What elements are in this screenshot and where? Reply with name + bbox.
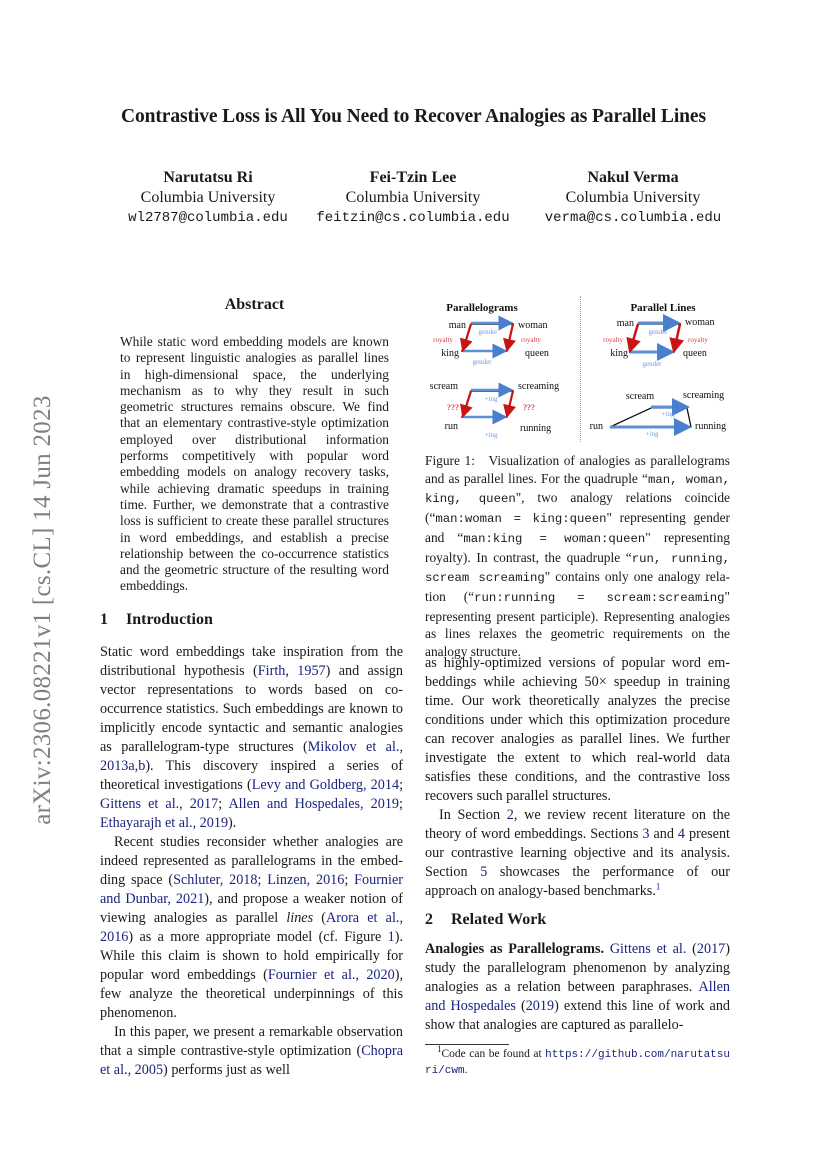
svg-text:scream: scream bbox=[625, 391, 655, 402]
citation-link[interactable]: Allen and Hospedales, 2019 bbox=[228, 796, 400, 812]
svg-text:run: run bbox=[589, 421, 603, 432]
svg-text:gender: gender bbox=[478, 328, 498, 336]
section-ref-link[interactable]: 4 bbox=[677, 826, 686, 842]
intro-paragraph-3-continued: as highly-optimized versions of popular word embeddings while achieving 50× speedup in training time. Our work theoretically analyzes the precise conditions under which this optimization procedure can recover analogies as parallel lines. We further investigate the extent to which real-world data satisfies these conditions, and the contrastive loss recovers such parallel structures. bbox=[425, 655, 730, 804]
arxiv-stamp bbox=[18, 365, 68, 855]
svg-text:+ing: +ing bbox=[661, 410, 675, 418]
author-block-3 bbox=[513, 168, 753, 228]
code-url-link[interactable]: https://github.com/narutatsuri/cwm bbox=[425, 1049, 730, 1077]
figure-1-diagram bbox=[425, 296, 735, 446]
related-work-paragraph-1: Analogies as Parallelograms. Gittens et al. (2017) study the parallelogram phenomenon by analyzing analogies as a relation between paraphrases. Allen and Hospedales (2019) extend this line of work and show that analogies are captured as parallelo- bbox=[425, 941, 731, 1033]
citation-link[interactable]: Ethayarajh et al., 2019 bbox=[100, 815, 229, 831]
svg-text:???: ??? bbox=[523, 403, 535, 412]
intro-paragraph-4: In Section 2, we review recent literature on the theory of word embeddings. Sections 3 and 4 present our contrastive learning objective and its analysis. Section 5 showcases the performance of our approach on analogy-based benchmarks.$^1$ bbox=[425, 807, 731, 899]
author-email[interactable]: wl2787@columbia.edu bbox=[128, 210, 288, 226]
svg-text:queen: queen bbox=[683, 348, 707, 359]
svg-text:???: ??? bbox=[447, 403, 459, 412]
svg-text:queen: queen bbox=[525, 348, 549, 359]
svg-text:running: running bbox=[695, 421, 727, 432]
author-affiliation: Columbia University bbox=[140, 189, 276, 206]
svg-text:+ing: +ing bbox=[484, 395, 498, 403]
svg-text:royalty: royalty bbox=[433, 336, 453, 344]
citation-link[interactable]: Mikolov et al., 2013a,b bbox=[100, 739, 403, 774]
author-affiliation: Columbia University bbox=[565, 189, 701, 206]
run-in-heading: Analogies as Parallelograms. bbox=[425, 941, 605, 957]
svg-text:+ing: +ing bbox=[484, 431, 498, 439]
section-title: Introduction bbox=[126, 611, 213, 628]
abstract-heading: Abstract bbox=[224, 296, 285, 313]
citation-link[interactable]: Arora et al., 2016 bbox=[100, 910, 403, 945]
author-email[interactable]: feitzin@cs.columbia.edu bbox=[316, 210, 510, 226]
citation-link[interactable]: Chopra et al., 2005 bbox=[100, 1043, 403, 1078]
figure-ref-link[interactable]: 1 bbox=[387, 929, 395, 945]
section-ref-link[interactable]: 5 bbox=[480, 864, 488, 880]
section-number: 2 bbox=[425, 911, 433, 928]
svg-text:scream: scream bbox=[429, 381, 458, 392]
left-column-body bbox=[100, 643, 403, 1080]
svg-text:royalty: royalty bbox=[688, 336, 708, 344]
footnote-1: $^1$Code can be found at https://github.com/narutatsuri/cwm. bbox=[425, 1044, 730, 1077]
svg-text:king: king bbox=[441, 348, 459, 359]
svg-text:royalty: royalty bbox=[521, 336, 541, 344]
right-column-body bbox=[425, 654, 730, 901]
svg-text:gender: gender bbox=[648, 328, 668, 336]
author-affiliation: Columbia University bbox=[345, 189, 481, 206]
svg-text:+ing: +ing bbox=[645, 430, 659, 438]
footnote-mark: 1 bbox=[437, 1044, 442, 1055]
svg-text:royalty: royalty bbox=[603, 336, 623, 344]
related-work-body bbox=[425, 940, 730, 1035]
figure-1-caption: Figure 1: Visualization of analogies as parallelograms and as parallel lines. For the quadruple “man, woman, king, queen", two analogy relations coincide (“man:woman = king:queen" representing gender and “man:king = woman:queen" representing royalty). In contrast, the quadruple “run, running, scream screaming" contains only one analogy relation (“run:running = scream:screaming" representing present participle). Representing analogies as lines relaxes the geometric requirements on the analogy structure. bbox=[425, 453, 730, 660]
svg-text:woman: woman bbox=[518, 320, 548, 331]
svg-text:man: man bbox=[616, 318, 634, 329]
parallelogram-ing bbox=[430, 381, 559, 439]
svg-text:running: running bbox=[520, 423, 552, 434]
author-name: Narutatsu Ri bbox=[163, 169, 253, 186]
parallel-lines-ing bbox=[590, 390, 726, 438]
footnote-ref-link[interactable]: 1 bbox=[655, 881, 661, 892]
citation-link[interactable]: 1957 bbox=[297, 663, 326, 679]
section-2-heading bbox=[425, 911, 546, 929]
parallelogram-gender-royalty bbox=[433, 320, 549, 366]
svg-text:gender: gender bbox=[642, 360, 662, 368]
parallel-lines-gender-royalty bbox=[603, 317, 714, 368]
section-number: 1 bbox=[100, 611, 108, 628]
author-block-2 bbox=[293, 168, 533, 228]
caption-label: Figure 1: bbox=[425, 453, 475, 468]
intro-paragraph-3: In this paper, we present a remarkable observation that a simple contrastive-style optimization (Chopra et al., 2005) performs just as well bbox=[100, 1024, 403, 1078]
citation-link[interactable]: 2017 bbox=[696, 941, 726, 957]
citation-link[interactable]: Firth bbox=[257, 663, 286, 679]
section-title: Related Work bbox=[451, 911, 547, 928]
panel-title-parallelograms: Parallelograms bbox=[446, 302, 518, 314]
svg-text:man: man bbox=[448, 320, 466, 331]
arxiv-id: arXiv:2306.08221v1 [cs.CL] 14 Jun 2023 bbox=[29, 395, 56, 825]
svg-text:king: king bbox=[610, 348, 628, 359]
author-name: Nakul Verma bbox=[587, 169, 679, 186]
svg-text:run: run bbox=[444, 421, 458, 432]
panel-title-parallel-lines: Parallel Lines bbox=[630, 302, 696, 314]
section-ref-link[interactable]: 3 bbox=[642, 826, 650, 842]
svg-text:screaming: screaming bbox=[683, 390, 725, 401]
svg-text:woman: woman bbox=[685, 317, 715, 328]
section-ref-link[interactable]: 2 bbox=[506, 807, 514, 823]
citation-link[interactable]: Levy and Goldberg, 2014 bbox=[251, 777, 400, 793]
citation-link[interactable]: Gittens et al. bbox=[609, 941, 687, 957]
author-name: Fei-Tzin Lee bbox=[369, 169, 457, 186]
citation-link[interactable]: Fournier and Dunbar, 2021 bbox=[100, 872, 403, 907]
intro-paragraph-1: Static word embeddings take inspiration from the distributional hypothesis (Firth, 1957) and assign vector representations to words based on co-occurrence statistics. Such embeddings are known to implicitly encode syntactic and semantic analogies as parallelogram-type structures (Mikolov et al., 2013a,b). This discovery inspired a series of theoretical investigations (Levy and Goldberg, 2014; Gittens et al., 2017; Allen and Hospedales, 2019; Ethayarajh et al., 2019). bbox=[100, 644, 404, 831]
section-1-heading bbox=[100, 611, 213, 629]
citation-link[interactable]: Allen and Hospedales bbox=[425, 979, 730, 1014]
author-block-1 bbox=[88, 168, 328, 228]
citation-link[interactable]: Schluter, 2018 bbox=[173, 872, 258, 888]
citation-link[interactable]: 2019 bbox=[525, 998, 555, 1014]
intro-paragraph-2: Recent studies reconsider whether analogies are indeed represented as parallelograms in the embedding space (Schluter, 2018; Linzen, 2016; Fournier and Dunbar, 2021), and propose a weaker notion of viewing analogies as parallel lines (Arora et al., 2016) as a more appropriate model (cf. Figure 1). While this claim is shown to hold empirically for popular word embeddings (Fournier et al., 2020), few analyze the theoretical underpinnings of this phenomenon. bbox=[100, 834, 403, 1021]
citation-link[interactable]: Gittens et al., 2017 bbox=[100, 796, 219, 812]
svg-text:screaming: screaming bbox=[518, 381, 560, 392]
paper-title: Contrastive Loss is All You Need to Recover Analogies as Parallel Lines bbox=[121, 106, 706, 127]
author-email[interactable]: verma@cs.columbia.edu bbox=[544, 210, 722, 226]
svg-text:gender: gender bbox=[472, 358, 492, 366]
citation-link[interactable]: Fournier et al., 2020 bbox=[267, 967, 395, 983]
abstract-text: While static word embedding models are known to represent linguistic analogies as parallel lines in high-dimensional space, the underlying mechanism as to why they result in such geometric structures remains obscure. We find that an elementary contrastive-style optimization employed over distributional information performs competitively with popular word embedding models on analogy recovery tasks, while achieving dramatic speedups in training time. Further, we demonstrate that a contrastive loss is sufficient to create these parallel structures in word embeddings, and establish a precise relationship between the co-occurrence statistics and the geometric structure of the resulting word embeddings. bbox=[120, 334, 389, 594]
citation-link[interactable]: Linzen, 2016 bbox=[267, 872, 345, 888]
